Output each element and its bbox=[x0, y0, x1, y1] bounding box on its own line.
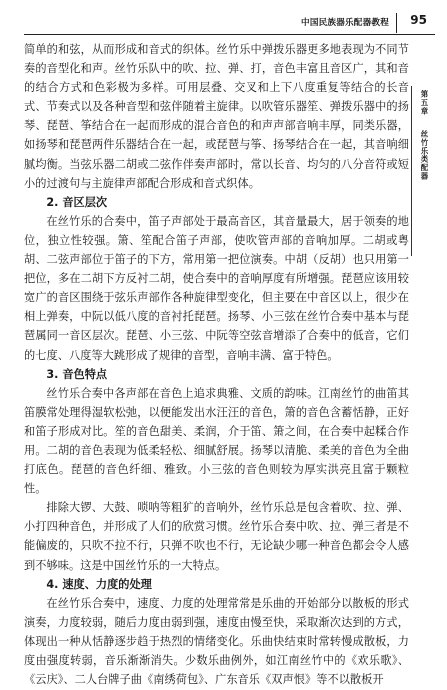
paragraph-tempo-dynamics: 在丝竹乐合奏中，速度、力度的处理常常是乐曲的开始部分以散板的形式演奏，力度较弱，随后力度由弱到强，速度由慢至快，采取渐次达到的方式，体现出一种从恬静逐步趋于热烈的情绪变化。乐曲快结束时常转慢成散板，力度由强度转弱，音乐渐渐消失。少数乐曲例外，如江南丝竹中的《欢乐歌》、《云庆》、二人台牌子曲《南绣荷包》、广东音乐《双声恨》等不以散板开 bbox=[24, 596, 409, 687]
chapter-side-tab bbox=[411, 86, 434, 256]
side-tab-chapter: 第五章 bbox=[420, 90, 429, 116]
heading-timbre-features: 3. 音色特点 bbox=[46, 367, 108, 381]
running-header bbox=[24, 12, 435, 35]
page-number: 95 bbox=[410, 13, 427, 27]
book-title: 中国民族器乐配器教程 bbox=[301, 18, 389, 28]
paragraph-register-levels: 在丝竹乐的合奏中，笛子声部处于最高音区，其音量最大，居于领奏的地位，独立性较强。箫、笙配合笛子声部，使吹管声部的音响加厚。二胡或粤胡、二弦声部位于笛子的下方，常用第一把位演奏。中胡（反胡）也只用第一把位，多在二胡下方反衬二胡，使合奏中的音响厚度有所增强。琵琶应该用较宽广的音区围绕于弦乐声部作各种旋律型变化，但主要在中音区以上，很少在相上弹奏，中阮以低八度的音衬托琵琶。扬琴、小三弦在丝竹合奏中基本与琵琶属同一音区层次。琵琶、小三弦、中阮等空弦音增添了合奏中的低音，它们的七度、八度等大跳形成了规律的音型，音响丰满、富于特色。 bbox=[24, 214, 409, 362]
paragraph-timbre-features: 丝竹乐合奏中各声部在音色上追求典雅、文质的韵味。江南丝竹的曲笛其笛膜常处理得湿软松弛，以便能发出水汪汪的音色，箫的音色含蓄恬静，正好和笛子形成对比。笙的音色甜美、柔润，介于笛、箫之间，在合奏中起糅合作用。二胡的音色表现为低柔轻松、细腻舒展。扬琴以清脆、柔美的音色为全曲打底色。琵琶的音色纤细、雅致。小三弦的音色则较为厚实洪亮且富于颗粒性。 bbox=[24, 386, 409, 496]
body-text bbox=[24, 40, 409, 689]
heading-tempo-dynamics: 4. 速度、力度的处理 bbox=[46, 577, 152, 591]
heading-register-levels: 2. 音区层次 bbox=[46, 195, 108, 209]
paragraph-timbre-combination: 排除大锣、大鼓、唢呐等粗犷的音响外，丝竹乐总是包含着吹、拉、弹、小打四种音色，并形成了人们的欣赏习惯。丝竹乐合奏中吹、拉、弹三者是不能偏废的，只吹不拉不行，只弹不吹也不行，无论缺少哪一种音色都会令人感到不够味。这是中国丝竹乐的一大特点。 bbox=[24, 501, 409, 572]
side-tab-section: 丝竹乐类配器 bbox=[420, 130, 429, 181]
paragraph-texture-continued: 简单的和弦，从而形成和音式的织体。丝竹乐中弹拨乐器更多地表现为不同节奏的音型化和声。丝竹乐队中的吹、拉、弹、打，音色丰富且音区广，其和音的结合方式和色彩极为多样。可用层叠、交叉和上下八度重复等结合的长音式、节奏式以及各种音型和弦伴随着主旋律。以吹管乐器笙、弹拨乐器中的扬琴、琵琶、筝结合在一起而形成的混合音色的和声声部音响丰厚，同类乐器，如扬琴和琵琶两件乐器结合在一起，或琵琶与筝、扬琴结合在一起，其音响细腻均衡。当弦乐器二胡或二弦作伴奏声部时，常以长音、均匀的八分音符或短小的过渡句与主旋律声部配合形成和音式织体。 bbox=[24, 43, 409, 190]
header-divider bbox=[396, 13, 398, 33]
